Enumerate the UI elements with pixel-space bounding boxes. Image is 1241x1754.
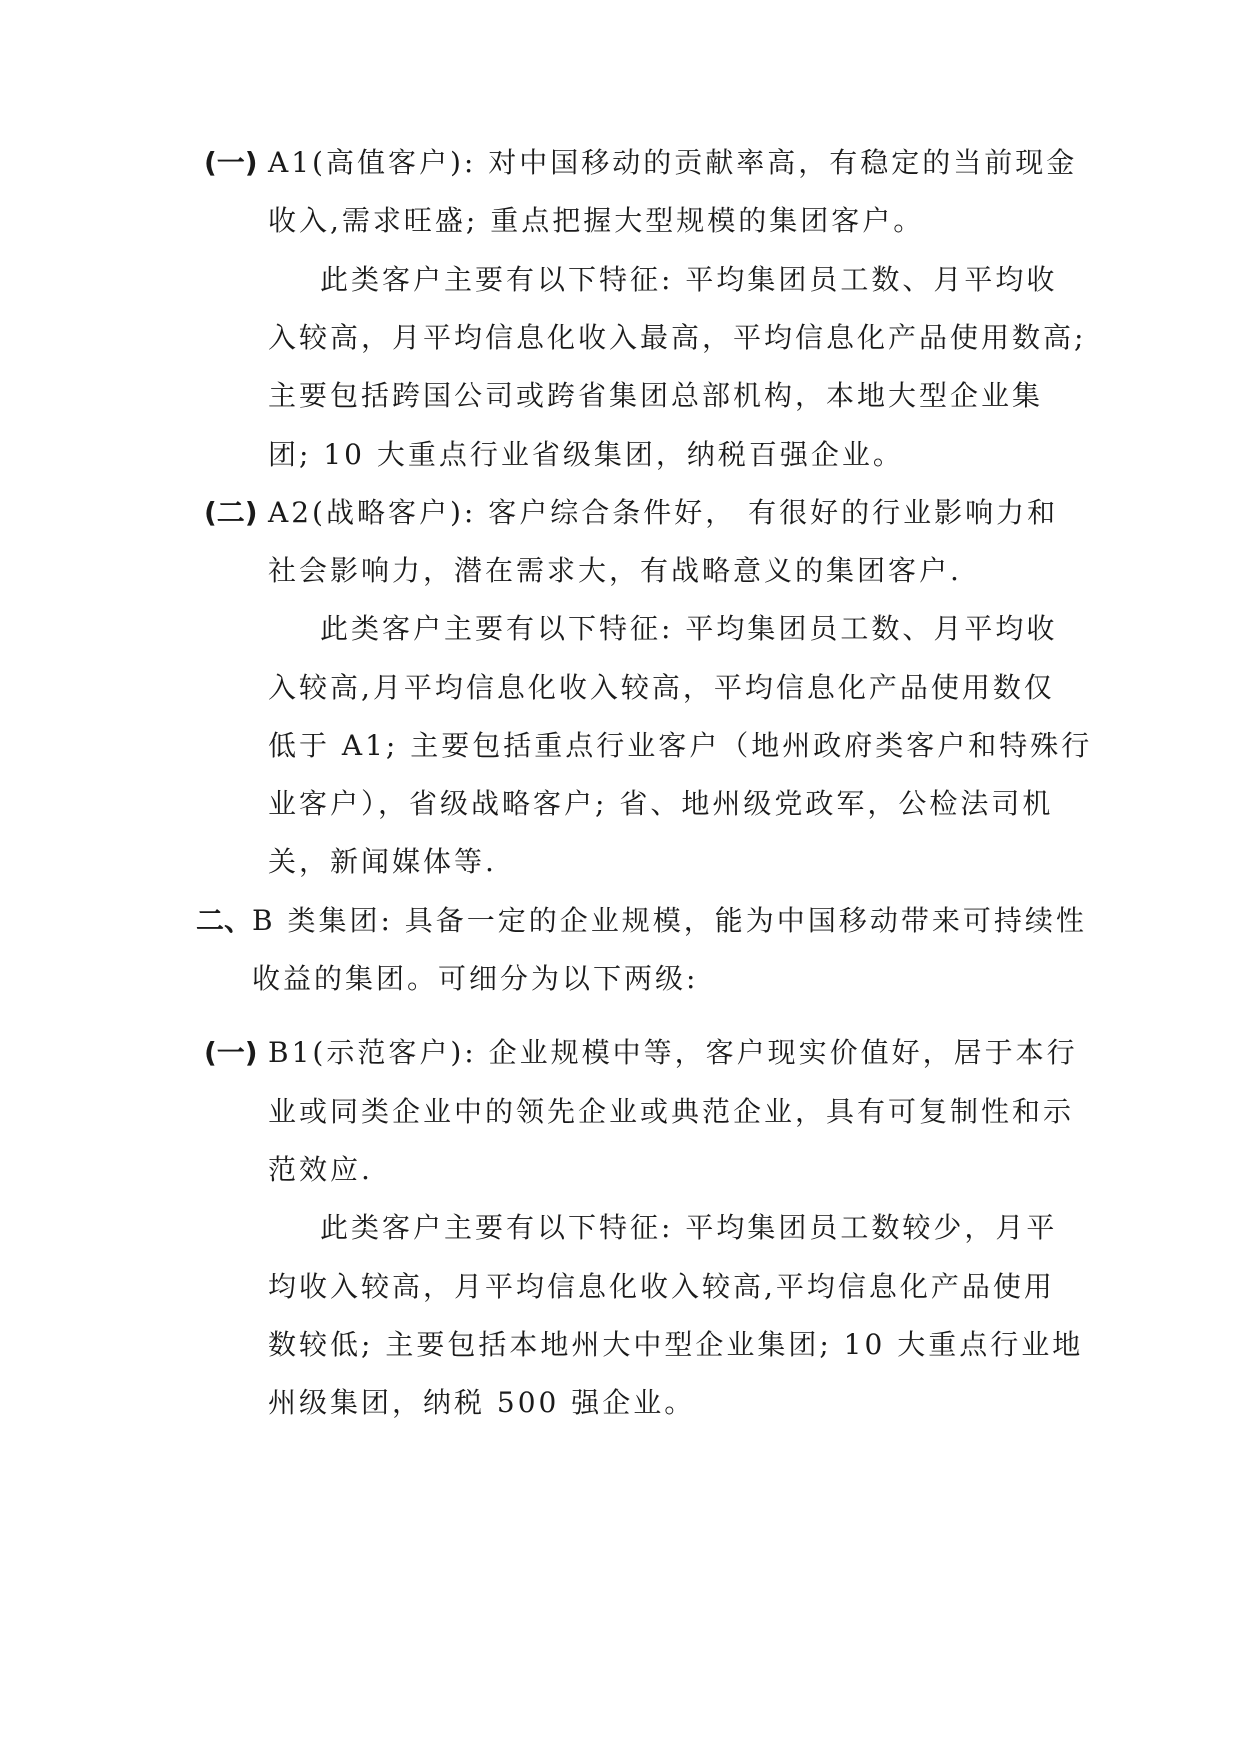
section-marker-a1: (一)	[204, 146, 258, 179]
b1-detail-4: 州级集团，纳税 500 强企业。	[268, 1386, 696, 1419]
a1-line-2: 收入,需求旺盛; 重点把握大型规模的集团客户。	[268, 204, 925, 237]
a2-detail-5: 关，新闻媒体等.	[268, 845, 497, 878]
a2-line-1: A2(战略客户): 客户综合条件好， 有很好的行业影响力和	[268, 496, 1059, 529]
b-line-2: 收益的集团。可细分为以下两级:	[252, 962, 699, 995]
a1-detail-2: 入较高，月平均信息化收入最高，平均信息化产品使用数高;	[268, 321, 1087, 354]
a1-detail-3: 主要包括跨国公司或跨省集团总部机构，本地大型企业集	[268, 379, 1044, 412]
b1-line-1: B1(示范客户): 企业规模中等，客户现实价值好，居于本行	[268, 1036, 1078, 1069]
section-marker-b1: (一)	[204, 1036, 258, 1069]
b1-detail-1: 此类客户主要有以下特征: 平均集团员工数较少，月平	[320, 1211, 1058, 1244]
a1-line-1: A1(高值客户): 对中国移动的贡献率高，有稳定的当前现金	[268, 146, 1078, 179]
a2-line-2: 社会影响力，潜在需求大，有战略意义的集团客户.	[268, 554, 962, 587]
b1-detail-2: 均收入较高，月平均信息化收入较高,平均信息化产品使用	[268, 1270, 1055, 1303]
section-marker-a2: (二)	[204, 496, 258, 529]
b1-line-3: 范效应.	[268, 1153, 373, 1186]
b1-detail-3: 数较低; 主要包括本地州大中型企业集团; 10 大重点行业地	[268, 1328, 1084, 1361]
a2-detail-3: 低于 A1; 主要包括重点行业客户（地州政府类客户和特殊行	[268, 729, 1093, 762]
a2-detail-1: 此类客户主要有以下特征: 平均集团员工数、月平均收	[320, 612, 1058, 645]
a1-detail-4: 团; 10 大重点行业省级集团，纳税百强企业。	[268, 438, 904, 471]
b1-line-2: 业或同类企业中的领先企业或典范企业，具有可复制性和示	[268, 1095, 1075, 1128]
a1-detail-1: 此类客户主要有以下特征: 平均集团员工数、月平均收	[320, 263, 1058, 296]
section-marker-b: 二、	[196, 904, 253, 937]
a2-detail-2: 入较高,月平均信息化收入较高，平均信息化产品使用数仅	[268, 671, 1055, 704]
a2-detail-4: 业客户），省级战略客户; 省、地州级党政军，公检法司机	[268, 787, 1054, 820]
b-line-1: B 类集团: 具备一定的企业规模，能为中国移动带来可持续性	[252, 904, 1087, 937]
